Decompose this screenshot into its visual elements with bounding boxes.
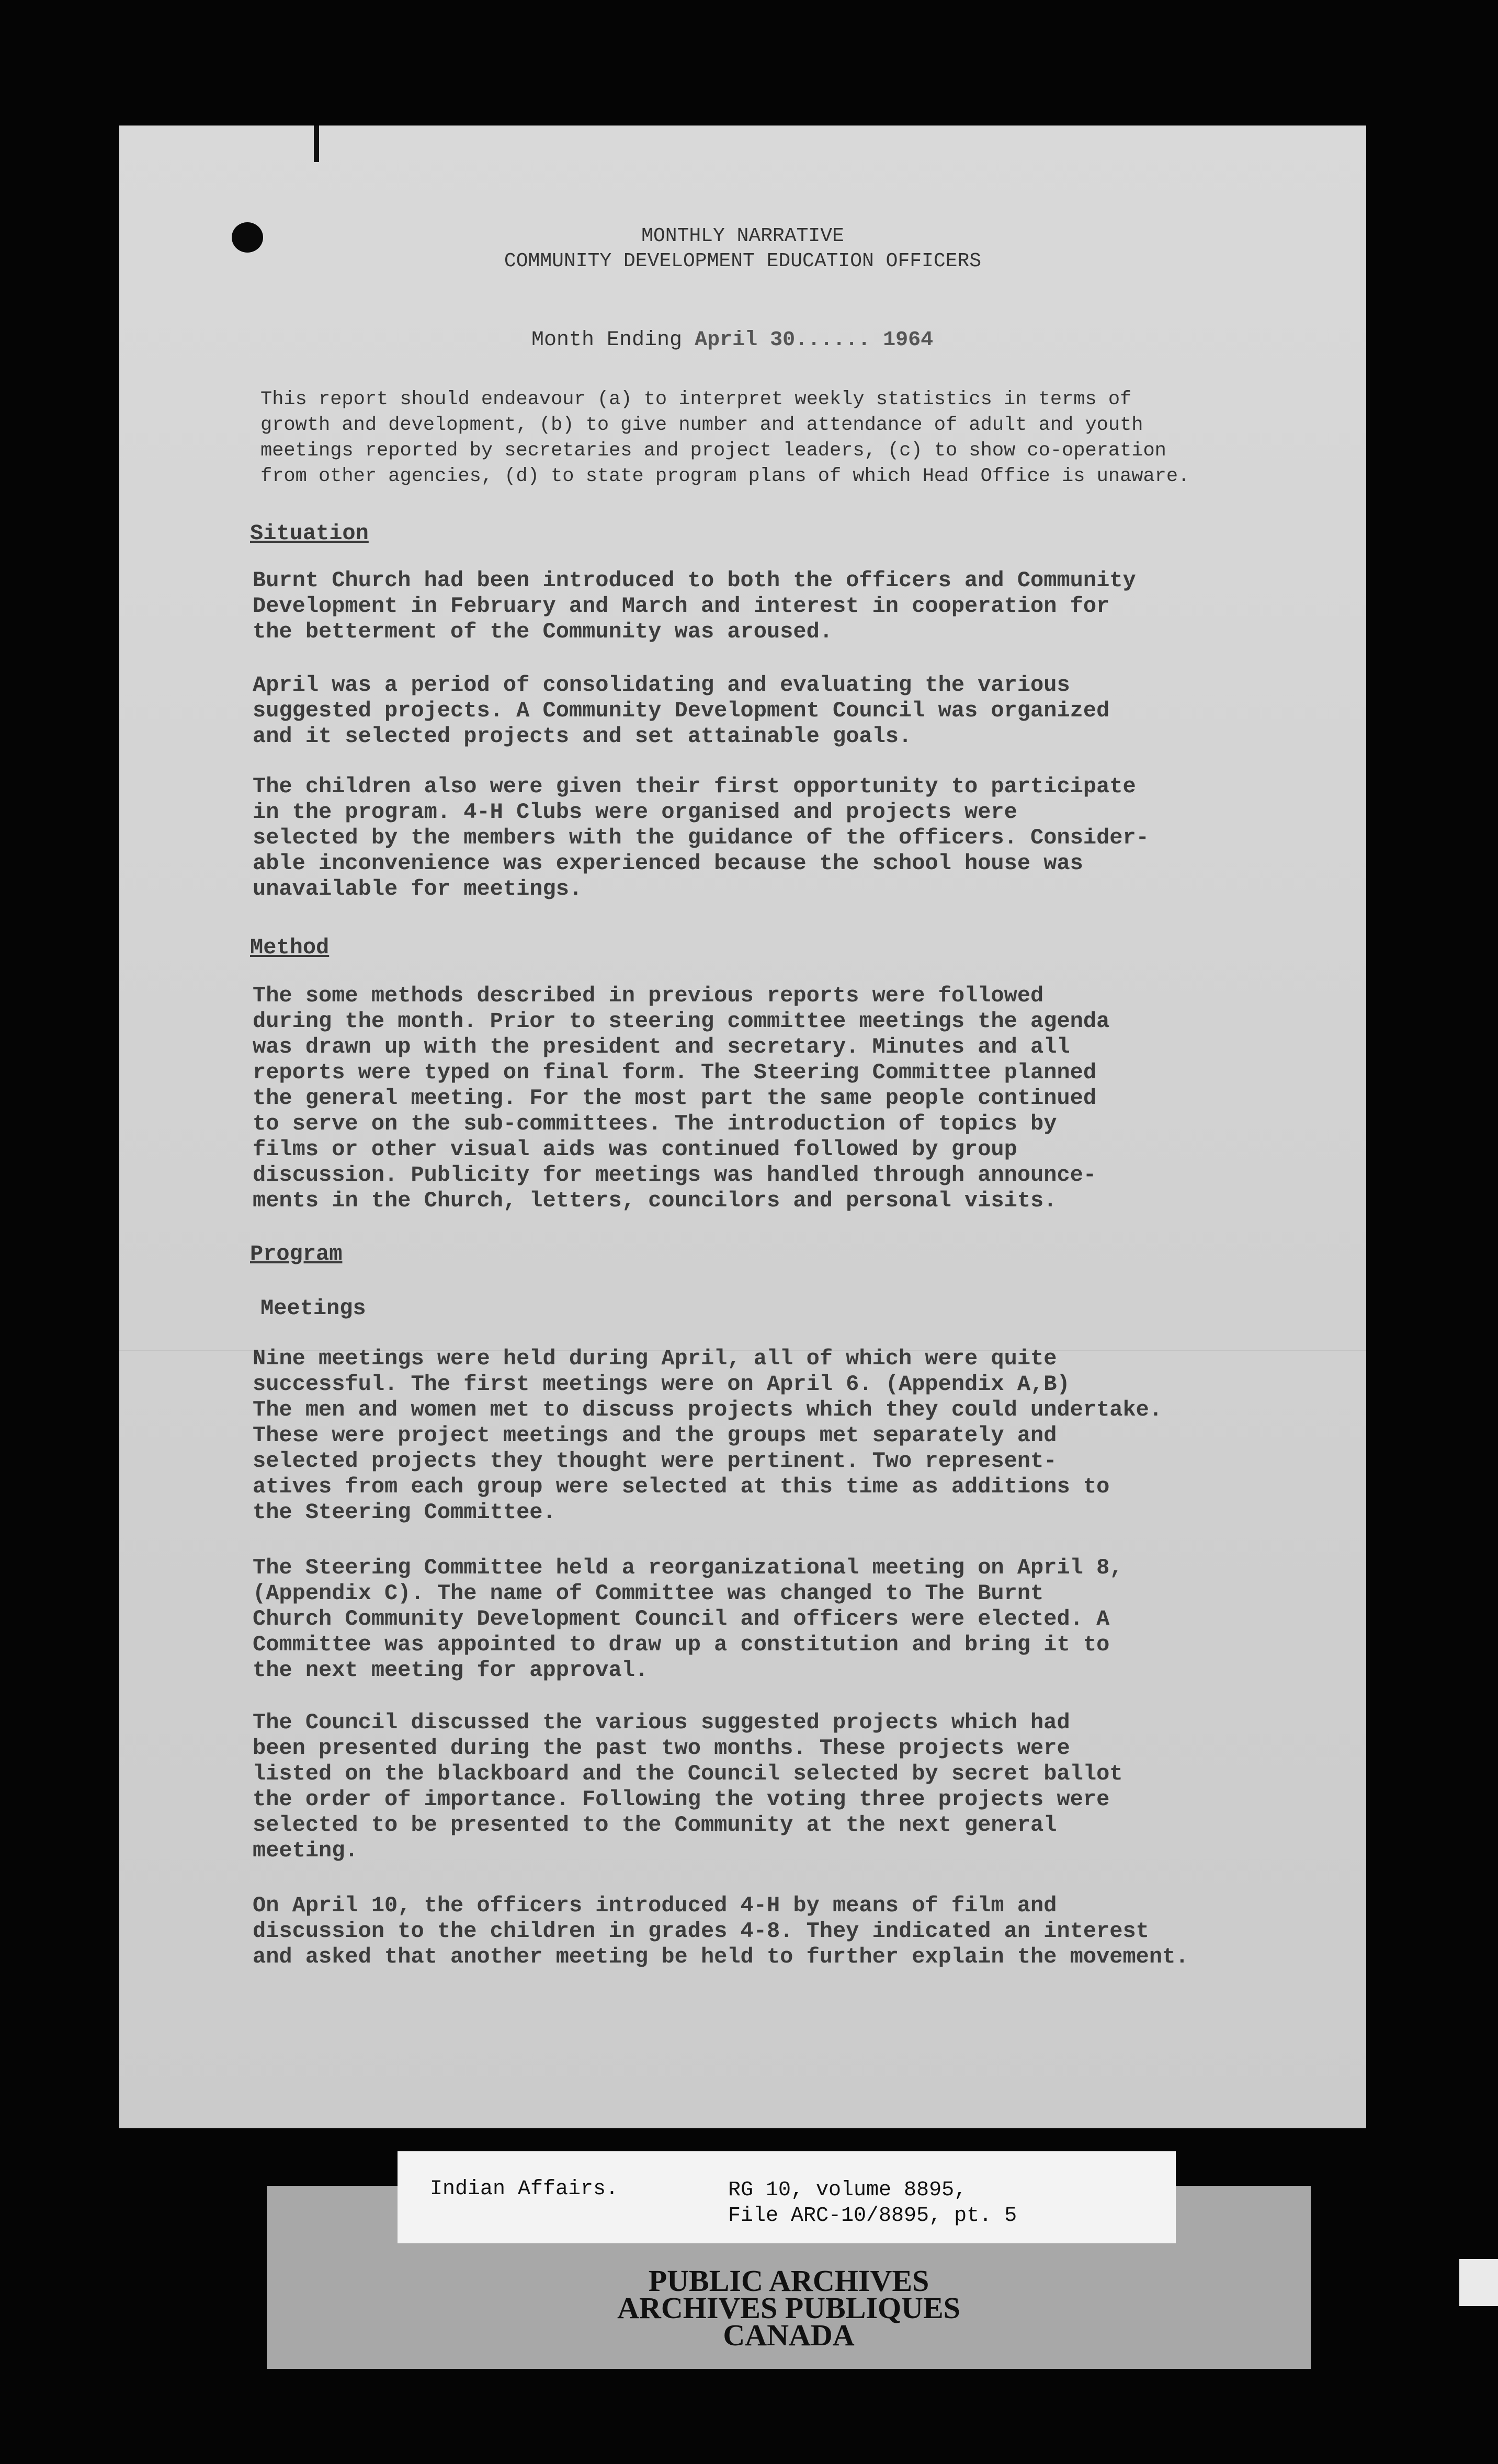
month-ending-line bbox=[531, 328, 933, 352]
document-page bbox=[119, 126, 1366, 2128]
program-paragraph-1: Nine meetings were held during April, all of which were quite successful. The first meetings were on April 6. (Appendix A,B) The men and women met to discuss projects which they could undertake. These were project meetings and the groups met separately and selected projects they thought were pertinent. Two represent- atives from each group were selected at this time as additions to the Steering Committee. bbox=[253, 1346, 1163, 1525]
stamp-line-2: ARCHIVES PUBLIQUES bbox=[617, 2291, 960, 2325]
film-mark bbox=[314, 126, 319, 162]
film-edge-mark bbox=[1459, 2259, 1498, 2306]
meetings-subheading: Meetings bbox=[260, 1296, 366, 1321]
method-heading: Method bbox=[250, 935, 330, 960]
month-ending-value: April 30...... bbox=[695, 328, 871, 352]
method-paragraph: The some methods described in previous reports were followed during the month. Prior to steering committee meetings the agenda was drawn up with the president and secretary. Minutes and all reports were typed on final form. The Steering Committee planned the general meeting. For the most part the same people continued to serve on the sub-committees. The introduction of topics by films or other visual aids was continued followed by group discussion. Publicity for meetings was handled through announce- ments in the Church, letters, councilors and personal visits. bbox=[253, 983, 1110, 1213]
situation-paragraph-1: Burnt Church had been introduced to both the officers and Community Development in February and March and interest in cooperation for the betterment of the Community was aroused. bbox=[253, 568, 1136, 644]
title-line-1: MONTHLY NARRATIVE bbox=[641, 225, 844, 247]
month-ending-label: Month Ending bbox=[531, 328, 683, 352]
department-label: Indian Affairs. bbox=[430, 2177, 619, 2201]
title-line-2: COMMUNITY DEVELOPMENT EDUCATION OFFICERS bbox=[504, 250, 982, 272]
stamp-line-1: PUBLIC ARCHIVES bbox=[648, 2264, 929, 2298]
month-ending-year: 1964 bbox=[883, 328, 934, 352]
reference-line-1: RG 10, volume 8895, bbox=[728, 2178, 967, 2202]
report-instructions: This report should endeavour (a) to interpret weekly statistics in terms of growth and development, (b) to give number and attendance of adult and youth meetings reported by secretaries and project leaders, (c) to show co-operation from other agencies, (d) to state program plans of which Head Office is unaware. bbox=[260, 389, 1190, 487]
program-paragraph-2: The Steering Committee held a reorganizational meeting on April 8, (Appendix C). The name of Committee was changed to The Burnt Church Community Development Council and officers were elected. A Committee was appointed to draw up a constitution and bring it to the next meeting for approval. bbox=[253, 1555, 1123, 1683]
situation-paragraph-3: The children also were given their first opportunity to participate in the program. 4-H Clubs were organised and projects were selected by the members with the guidance of the officers. Consider- able inconvenience was experienced because the school house was unavailable for meetings. bbox=[253, 774, 1149, 902]
stamp-line-3: CANADA bbox=[723, 2318, 855, 2352]
program-heading: Program bbox=[250, 1241, 343, 1267]
archive-reference-label bbox=[398, 2151, 1176, 2243]
program-paragraph-4: On April 10, the officers introduced 4-H by means of film and discussion to the children in grades 4-8. They indicated an interest and asked that another meeting be held to further explain the movement. bbox=[253, 1893, 1189, 1969]
program-paragraph-3: The Council discussed the various suggested projects which had been presented during the past two months. These projects were listed on the blackboard and the Council selected by secret ballot the order of importance. Following the voting three projects were selected to be presented to the Community at the next general meeting. bbox=[253, 1710, 1123, 1863]
reference-line-2: File ARC-10/8895, pt. 5 bbox=[728, 2204, 1017, 2228]
reference-block bbox=[728, 2177, 1017, 2229]
situation-paragraph-2: April was a period of consolidating and evaluating the various suggested projects. A Community Development Council was organized and it selected projects and set attainable goals. bbox=[253, 672, 1110, 749]
situation-heading: Situation bbox=[250, 521, 369, 546]
